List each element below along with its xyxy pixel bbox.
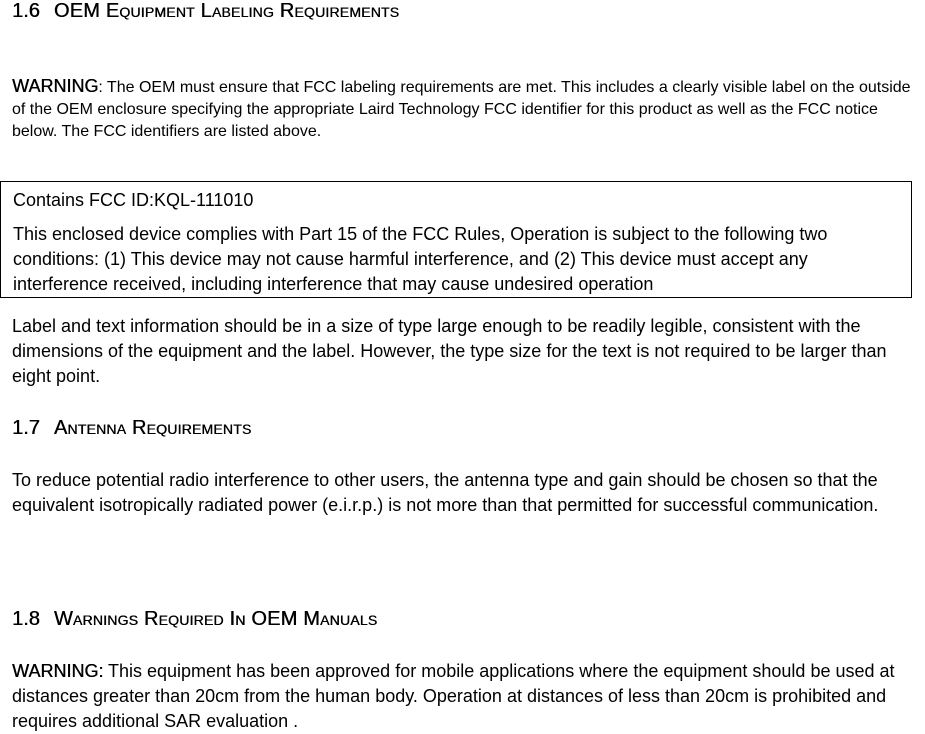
fcc-id-line: Contains FCC ID:KQL-111010 (13, 190, 254, 210)
warning-paragraph-labeling (12, 75, 912, 143)
section-number: 1.8 (12, 608, 40, 630)
warning-label: WARNING: (12, 661, 104, 681)
section-number: 1.6 (12, 0, 40, 22)
antenna-paragraph: To reduce potential radio interference to other users, the antenna type and gain should be chosen so that the equivalent isotropically radiated power (e.i.r.p.) is not more than that permitted for successful communication. (12, 470, 879, 515)
section-title: OEM Equipment Labeling Requirements (53, 0, 400, 22)
section-title: Antenna Requirements (53, 417, 252, 439)
warning-label: WARNING (12, 76, 99, 96)
section-number: 1.7 (12, 417, 40, 439)
section-heading-1-6 (12, 0, 399, 23)
warning-text: : The OEM must ensure that FCC labeling requirements are met. This includes a clearly visible label on the outside of the OEM enclosure specifying the appropriate Laird Technology FCC identifier for this product as well as the FCC notice below. The FCC identifiers are listed above. (12, 79, 911, 140)
section-heading-1-7 (12, 417, 251, 440)
warning-paragraph-manuals (12, 659, 916, 734)
section-title: Warnings Required In OEM Manuals (53, 608, 378, 630)
warning-text: This equipment has been approved for mobile applications where the equipment should be used at distances greater than 20cm from the human body. Operation at distances of less than 20cm is prohibited and requires additional SAR evaluation . (12, 661, 895, 731)
fcc-notice-box (0, 181, 912, 298)
fcc-statement: This enclosed device complies with Part 15 of the FCC Rules, Operation is subject to the following two conditions: (1) This device may not cause harmful interference, and (2) This device must accept any interference received, including interference that may cause undesired operation (13, 224, 828, 294)
label-size-paragraph: Label and text information should be in a size of type large enough to be readily legible, consistent with the dimensions of the equipment and the label. However, the type size for the text is not required to be larger than eight point. (12, 316, 887, 386)
section-heading-1-8 (12, 608, 377, 631)
